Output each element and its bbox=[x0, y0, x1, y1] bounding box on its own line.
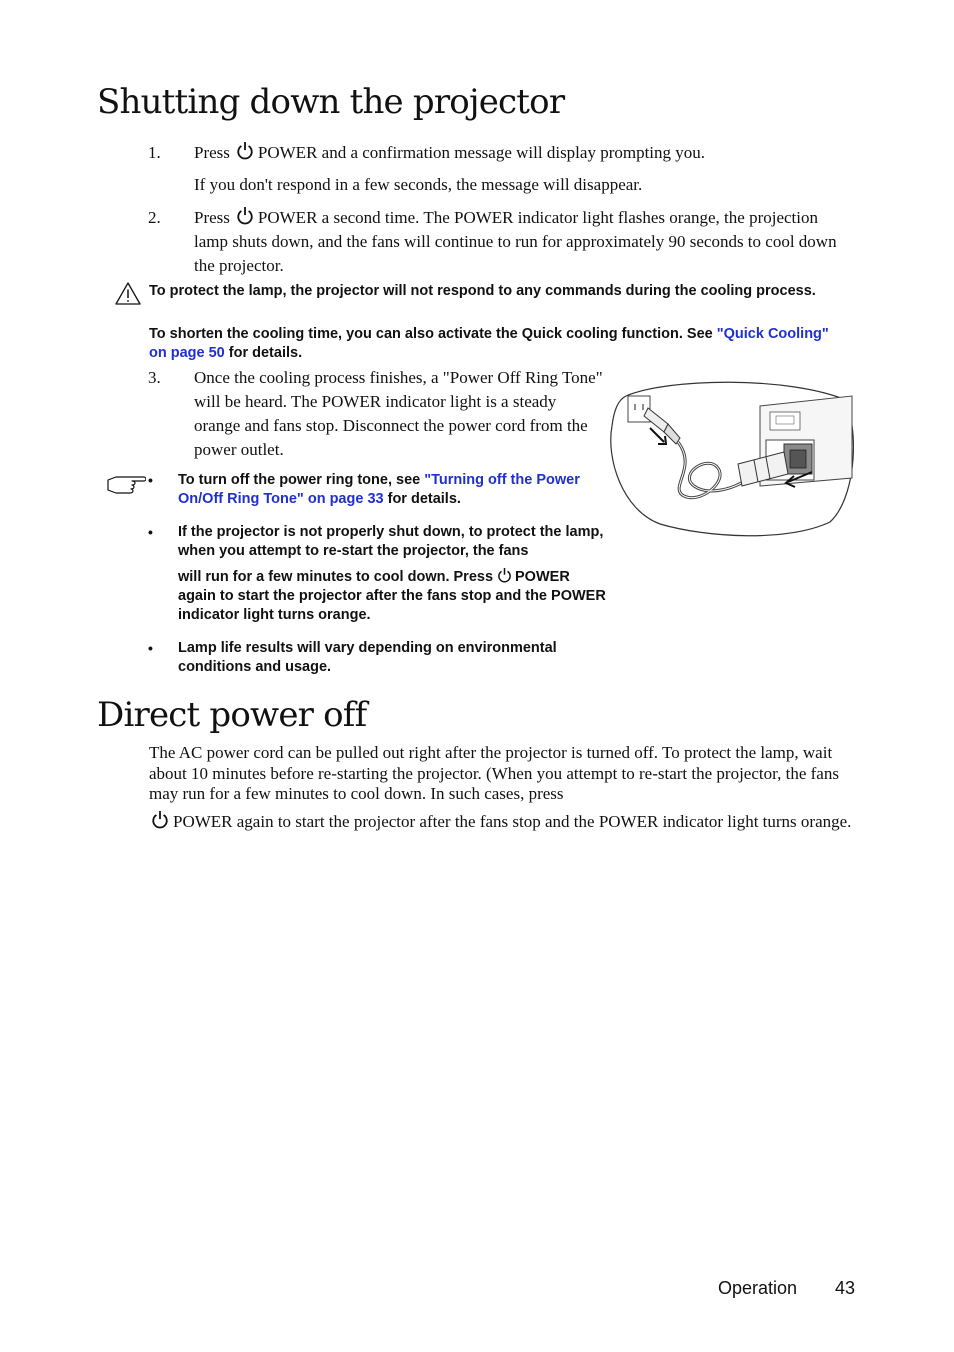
step-number-3: 3. bbox=[148, 368, 161, 387]
step-2-post: flashes orange, the projection lamp shuts down, and the fans will continue to run for approximately 90 seconds to cool down the projector. bbox=[194, 208, 837, 275]
note-2b-post: again to start the projector after the fans stop and the POWER indicator light turns orange. bbox=[178, 588, 606, 623]
note-bullet-2: • bbox=[148, 524, 153, 540]
direct-para-a: The AC power cord can be pulled out right after the projector is turned off. To protect the lamp, wait about 10 minutes before re-starting the projector. (When you attempt to re-start the projector, the fans may run for a few minutes to cool down. In such cases, press bbox=[149, 743, 839, 803]
footer-section-name: Operation bbox=[718, 1278, 798, 1298]
footer-page-number: 43 bbox=[835, 1278, 856, 1298]
step-2-pre: Press bbox=[194, 208, 230, 227]
direct-mid: again to start the projector after the fans stop and the bbox=[236, 812, 595, 831]
step-number-2: 2. bbox=[148, 208, 161, 227]
direct-power-off-paragraph-cont bbox=[149, 810, 861, 833]
caution-triangle-icon bbox=[114, 281, 142, 306]
caution-line-2-post: for details. bbox=[228, 345, 303, 361]
step-3-mid: " will be heard. The bbox=[194, 368, 603, 411]
note-3: Lamp life results will vary depending on environmental conditions and usage. bbox=[178, 640, 557, 675]
direct-power-off-paragraph bbox=[149, 743, 861, 805]
step-3-indicator: POWER indicator light bbox=[321, 392, 482, 411]
power-icon bbox=[236, 141, 254, 161]
step-3-post: is a steady orange and fans stop. Disconnect the power cord from the power outlet. bbox=[194, 392, 588, 459]
step-1-post: and a confirmation message will display prompting you. bbox=[321, 143, 706, 162]
step-number-1: 1. bbox=[148, 143, 161, 162]
power-icon bbox=[151, 810, 169, 830]
note-bullet-3: • bbox=[148, 640, 153, 656]
caution-line-2 bbox=[149, 325, 839, 363]
step-3-text bbox=[194, 366, 606, 462]
step-2-text bbox=[194, 206, 854, 278]
step-3-pre: Once the cooling process finishes, a " bbox=[194, 368, 450, 387]
note-1-pre: To turn off the power ring tone, see bbox=[178, 472, 421, 488]
note-2b-pre: will run for a few minutes to cool down. Press bbox=[178, 569, 494, 585]
section-title-shutting-down: Shutting down the projector bbox=[97, 82, 565, 122]
power-cord-unplug-illustration bbox=[608, 378, 854, 538]
note-2b-power: POWER bbox=[515, 569, 570, 585]
direct-power-label: POWER bbox=[173, 812, 233, 831]
caution-line-1: To protect the lamp, the projector will not respond to any commands during the cooling process. bbox=[149, 283, 816, 299]
ring-tone-link[interactable]: "Turning off the Power On/Off Ring Tone" on page 33 bbox=[178, 472, 580, 507]
note-bullet-1: • bbox=[148, 472, 153, 488]
quick-cooling-link[interactable]: "Quick Cooling" on page 50 bbox=[149, 326, 829, 361]
note-1 bbox=[178, 471, 608, 509]
pointing-hand-icon bbox=[106, 472, 146, 494]
step-2-mid: a second time. The bbox=[321, 208, 450, 227]
note-2a: If the projector is not properly shut down, to protect the lamp, when you attempt to re-start the projector, the fans bbox=[178, 524, 604, 559]
power-icon bbox=[236, 206, 254, 226]
caution-line-2-pre: To shorten the cooling time, you can also activate the Quick cooling function. See bbox=[149, 326, 713, 342]
direct-indicator: POWER indicator light bbox=[598, 812, 759, 831]
step-2-power-label: POWER bbox=[257, 208, 318, 227]
note-1-post: for details. bbox=[387, 491, 461, 507]
power-icon bbox=[497, 567, 512, 584]
step-1-subtext: If you don't respond in a few seconds, the message will disappear. bbox=[194, 175, 643, 194]
note-2b bbox=[178, 567, 610, 625]
section-title-direct-power-off: Direct power off bbox=[97, 695, 367, 735]
step-3-tone: Power Off Ring Tone bbox=[449, 368, 596, 387]
step-1-power-label: POWER bbox=[257, 143, 318, 162]
step-1-pre: Press bbox=[194, 143, 230, 162]
direct-post: turns orange. bbox=[762, 812, 852, 831]
step-1-text bbox=[194, 141, 854, 165]
step-2-indicator: POWER indicator light bbox=[454, 208, 614, 227]
